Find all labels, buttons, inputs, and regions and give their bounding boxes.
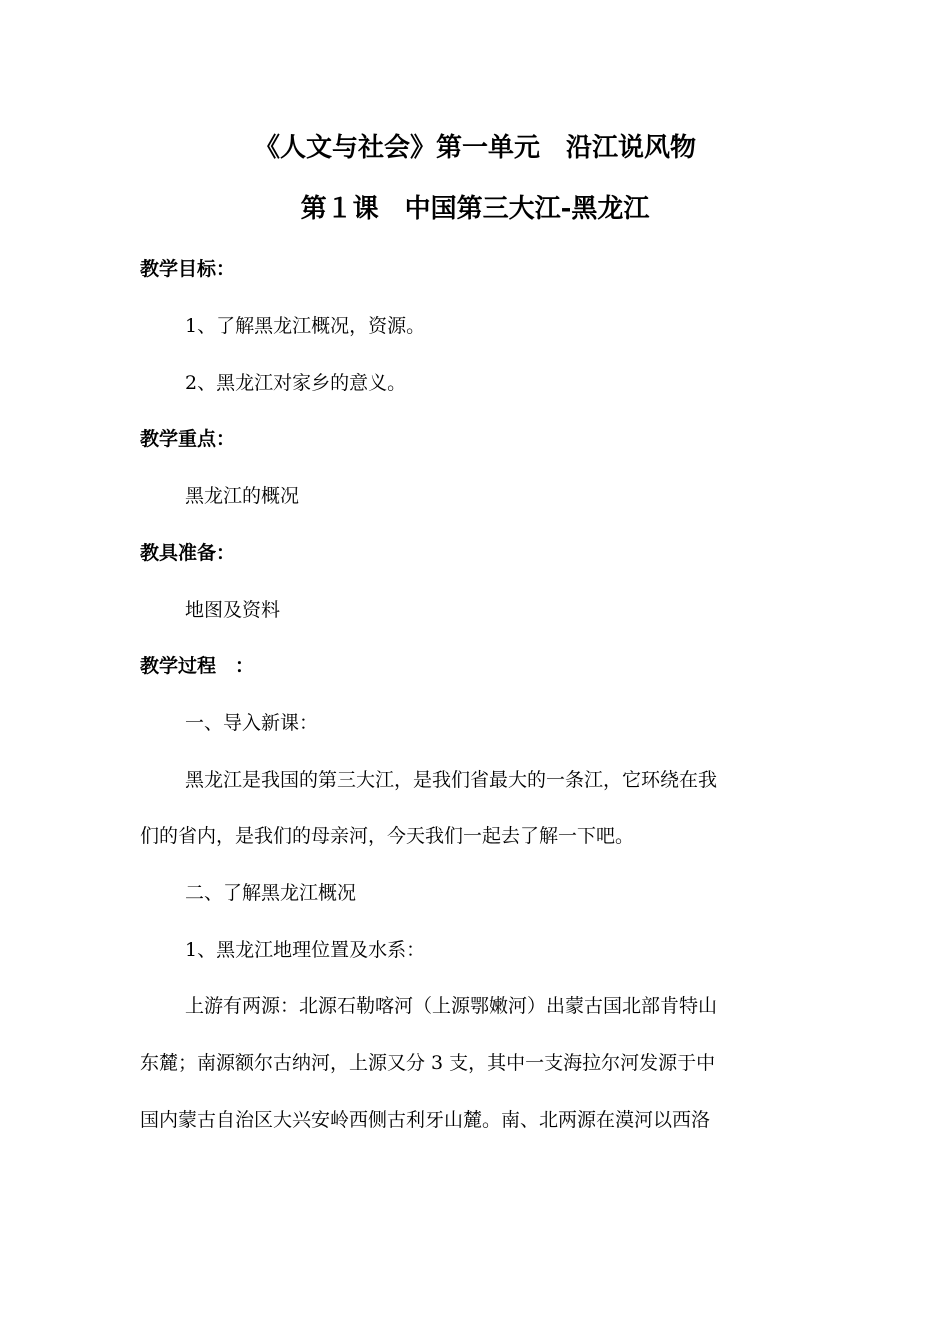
paragraph-line: 上游有两源：北源石勒喀河（上源鄂嫩河）出蒙古国北部肯特山 — [185, 995, 718, 1017]
paragraph-line: 黑龙江是我国的第三大江，是我们省最大的一条江，它环绕在我 — [185, 769, 718, 791]
part2-heading: 二、了解黑龙江概况 — [185, 882, 357, 904]
materials-heading: 教具准备： — [140, 542, 236, 564]
paragraph-line: 东麓；南源额尔古纳河，上源又分 3 支，其中一支海拉尔河发源于中 — [140, 1052, 716, 1074]
process-heading: 教学过程 ： — [140, 655, 255, 677]
document-title: 《人文与社会》第一单元 沿江说风物 — [253, 133, 696, 163]
part2-item: 1、黑龙江地理位置及水系： — [185, 939, 426, 961]
materials-text: 地图及资料 — [185, 599, 281, 621]
intro-heading: 一、导入新课： — [185, 712, 319, 734]
key-points-text: 黑龙江的概况 — [185, 485, 300, 507]
lesson-title: 第１课 中国第三大江-黑龙江 — [300, 194, 650, 224]
objectives-heading: 教学目标： — [140, 258, 236, 280]
paragraph-line: 们的省内，是我们的母亲河，今天我们一起去了解一下吧。 — [140, 825, 635, 847]
objective-item: 2、黑龙江对家乡的意义。 — [185, 372, 407, 394]
key-points-heading: 教学重点： — [140, 428, 236, 450]
paragraph-line: 国内蒙古自治区大兴安岭西侧古利牙山麓。南、北两源在漠河以西洛 — [140, 1109, 711, 1131]
objective-item: 1、了解黑龙江概况，资源。 — [185, 315, 426, 337]
